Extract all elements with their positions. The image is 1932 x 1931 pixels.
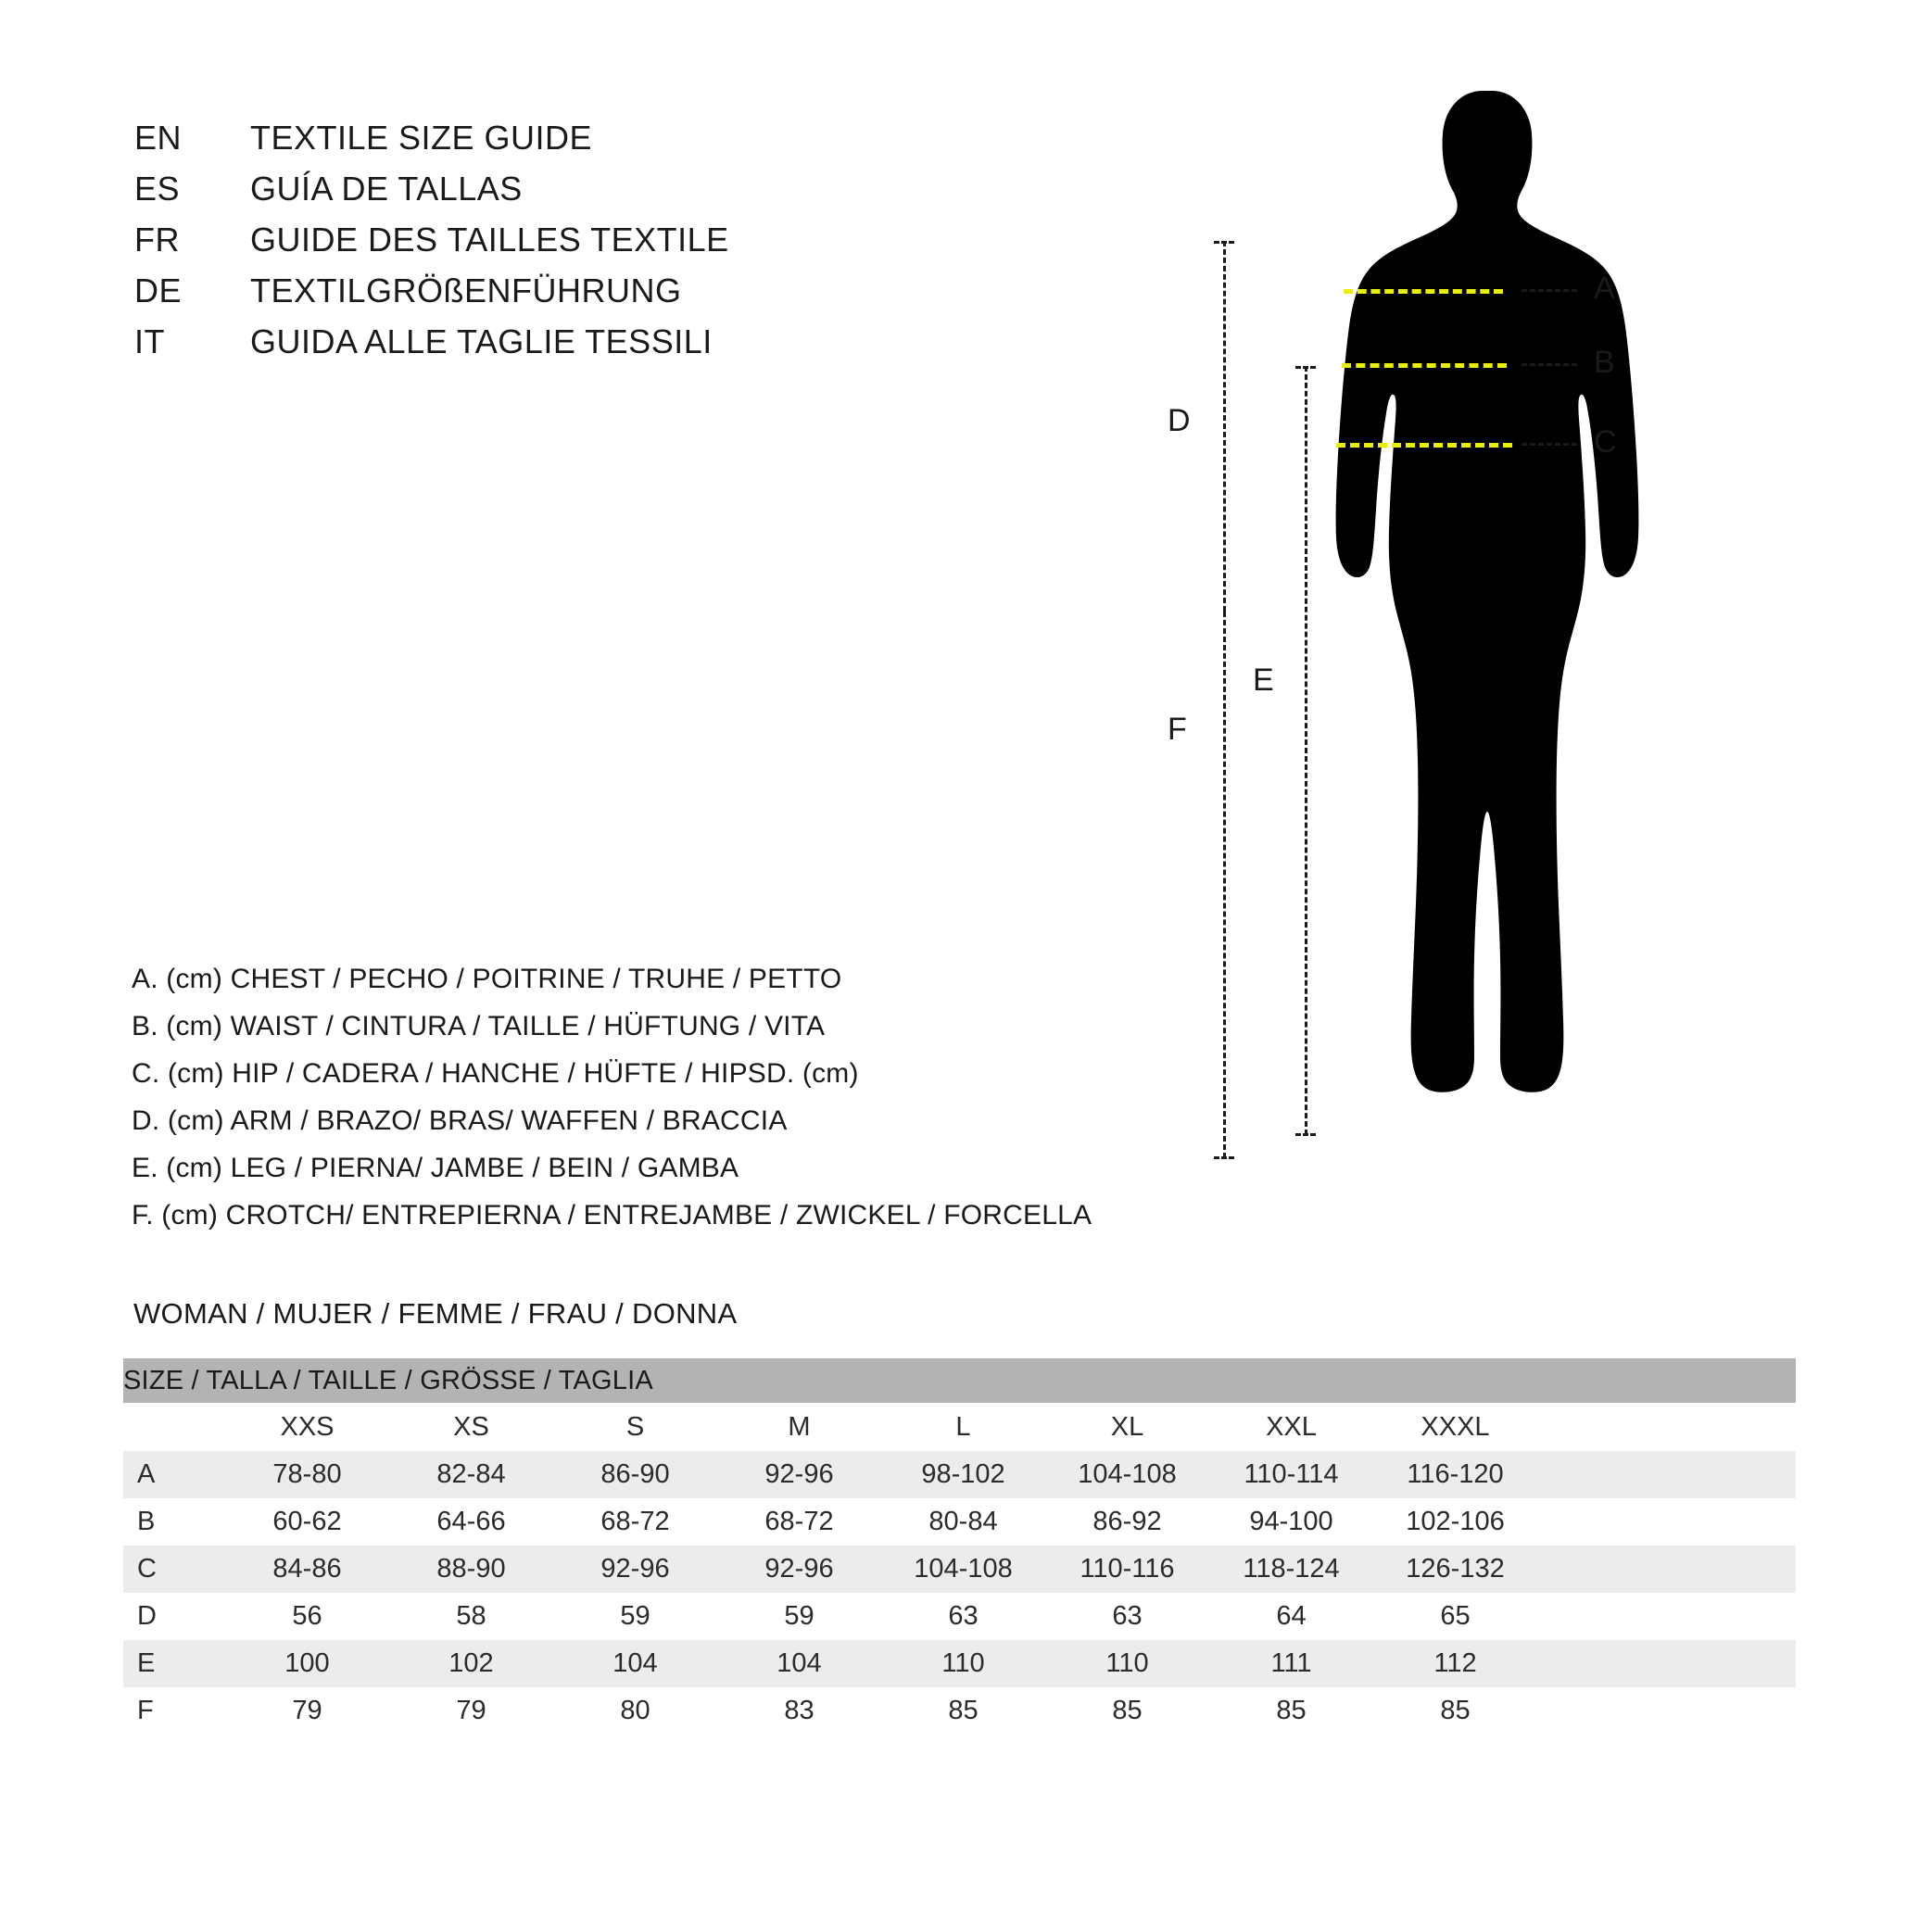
cell-f-xxl: 85	[1276, 1696, 1307, 1725]
table-header-xxxl: XXXL	[1421, 1411, 1490, 1442]
cell-f-s: 80	[620, 1696, 650, 1725]
language-row-de	[134, 271, 729, 322]
cell-d-xxs: 56	[292, 1601, 322, 1631]
cell-a-xxs: 78-80	[225, 1451, 389, 1498]
cell-e-xxl: 111	[1209, 1640, 1373, 1687]
row-key-c: C	[123, 1546, 225, 1593]
cell-c-l: 104-108	[881, 1546, 1045, 1593]
cell-e-xs: 102	[389, 1640, 553, 1687]
dimension-tick-d-top	[1214, 241, 1234, 244]
language-title: TEXTILGRÖßENFÜHRUNG	[250, 271, 682, 309]
table-row	[123, 1593, 1796, 1640]
dimension-label-c: C	[1594, 424, 1617, 460]
leader-line-a	[1522, 289, 1577, 292]
table-row	[123, 1640, 1796, 1687]
table-title-row	[123, 1358, 1796, 1403]
legend-list	[132, 964, 1092, 1247]
cell-d-s: 59	[620, 1601, 650, 1631]
language-title: GUIDA ALLE TAGLIE TESSILI	[250, 322, 713, 360]
language-title-block	[134, 119, 729, 373]
table-row	[123, 1546, 1796, 1593]
cell-spacer	[1537, 1451, 1796, 1498]
measure-line-chest	[1344, 289, 1503, 294]
cell-b-l: 80-84	[928, 1507, 998, 1536]
measurement-diagram	[1140, 74, 1918, 1205]
dimension-label-a: A	[1594, 271, 1615, 306]
cell-a-m: 92-96	[717, 1451, 881, 1498]
row-key-a: A	[123, 1451, 225, 1498]
legend-item-d: D. (cm) ARM / BRAZO/ BRAS/ WAFFEN / BRACCIA	[132, 1105, 788, 1136]
cell-e-l: 110	[881, 1640, 1045, 1687]
cell-e-xxxl: 112	[1373, 1640, 1537, 1687]
cell-a-xl: 104-108	[1045, 1451, 1209, 1498]
table-header-xxs: XXS	[280, 1411, 335, 1442]
dimension-label-d: D	[1168, 403, 1191, 438]
cell-b-xxs: 60-62	[272, 1507, 342, 1536]
cell-f-xs: 79	[456, 1696, 486, 1725]
row-key-d: D	[137, 1601, 157, 1631]
cell-e-s: 104	[553, 1640, 717, 1687]
cell-d-xxxl: 65	[1440, 1601, 1471, 1631]
row-key-f: F	[137, 1696, 154, 1725]
dimension-line-f	[1223, 612, 1226, 1158]
leader-line-b	[1522, 363, 1577, 366]
cell-f-xxxl: 85	[1440, 1696, 1471, 1725]
cell-b-xxxl: 102-106	[1406, 1507, 1505, 1536]
measure-line-waist	[1342, 363, 1507, 368]
cell-c-xxl: 118-124	[1209, 1546, 1373, 1593]
language-code: EN	[134, 119, 183, 157]
table-header-row	[123, 1403, 1796, 1451]
table-row	[123, 1687, 1796, 1735]
cell-d-l: 63	[948, 1601, 979, 1631]
cell-a-s: 86-90	[553, 1451, 717, 1498]
cell-d-xl: 63	[1112, 1601, 1143, 1631]
size-table	[123, 1358, 1796, 1735]
cell-d-xs: 58	[456, 1601, 486, 1631]
table-header-xxl: XXL	[1266, 1411, 1317, 1442]
legend-item-f: F. (cm) CROTCH/ ENTREPIERNA / ENTREJAMBE / ZWICKEL / FORCELLA	[132, 1200, 1092, 1231]
table-row	[123, 1498, 1796, 1546]
cell-a-xs: 82-84	[389, 1451, 553, 1498]
legend-item-a: A. (cm) CHEST / PECHO / POITRINE / TRUHE / PETTO	[132, 964, 842, 994]
legend-item-b: B. (cm) WAIST / CINTURA / TAILLE / HÜFTUNG / VITA	[132, 1011, 826, 1041]
language-row-it	[134, 322, 729, 373]
cell-c-xl: 110-116	[1045, 1546, 1209, 1593]
cell-d-m: 59	[784, 1601, 814, 1631]
cell-c-xxs: 84-86	[225, 1546, 389, 1593]
cell-f-xl: 85	[1112, 1696, 1143, 1725]
table-header-spacer	[1537, 1403, 1796, 1451]
language-title: GUÍA DE TALLAS	[250, 170, 523, 208]
cell-spacer	[1537, 1498, 1796, 1546]
cell-a-xxxl: 116-120	[1373, 1451, 1537, 1498]
language-row-fr	[134, 221, 729, 271]
language-row-en	[134, 119, 729, 170]
table-header-xs: XS	[453, 1411, 489, 1442]
cell-f-l: 85	[948, 1696, 979, 1725]
table-title: SIZE / TALLA / TAILLE / GRÖSSE / TAGLIA	[123, 1358, 1796, 1403]
cell-f-m: 83	[784, 1696, 814, 1725]
language-code: DE	[134, 271, 183, 309]
cell-e-xl: 110	[1045, 1640, 1209, 1687]
dimension-label-f: F	[1168, 712, 1187, 747]
table-header-s: S	[625, 1411, 645, 1442]
cell-c-s: 92-96	[553, 1546, 717, 1593]
measure-line-hip	[1336, 443, 1512, 448]
cell-b-xl: 86-92	[1092, 1507, 1162, 1536]
cell-a-l: 98-102	[881, 1451, 1045, 1498]
language-code: IT	[134, 322, 165, 360]
row-key-b: B	[137, 1507, 156, 1536]
cell-c-m: 92-96	[717, 1546, 881, 1593]
language-code: ES	[134, 170, 181, 208]
cell-spacer	[1537, 1687, 1796, 1735]
cell-f-xxs: 79	[292, 1696, 322, 1725]
language-code: FR	[134, 221, 180, 259]
cell-spacer	[1537, 1640, 1796, 1687]
dimension-label-e: E	[1253, 663, 1274, 698]
cell-b-xxl: 94-100	[1249, 1507, 1333, 1536]
dimension-tick-f-bottom	[1214, 1156, 1234, 1159]
cell-d-xxl: 64	[1276, 1601, 1307, 1631]
table-header-m: M	[788, 1411, 811, 1442]
table-row	[123, 1451, 1796, 1498]
dimension-label-b: B	[1594, 345, 1615, 380]
row-key-e: E	[123, 1640, 225, 1687]
cell-e-m: 104	[717, 1640, 881, 1687]
table-header-blank	[123, 1403, 225, 1451]
dimension-line-d	[1223, 241, 1226, 612]
cell-spacer	[1537, 1546, 1796, 1593]
cell-e-xxs: 100	[225, 1640, 389, 1687]
language-row-es	[134, 170, 729, 221]
legend-item-c: C. (cm) HIP / CADERA / HANCHE / HÜFTE / HIPSD. (cm)	[132, 1058, 859, 1089]
legend-item-e: E. (cm) LEG / PIERNA/ JAMBE / BEIN / GAMBA	[132, 1153, 739, 1183]
cell-b-s: 68-72	[600, 1507, 670, 1536]
cell-b-m: 68-72	[764, 1507, 834, 1536]
cell-b-xs: 64-66	[436, 1507, 506, 1536]
cell-spacer	[1537, 1593, 1796, 1640]
section-title-woman: WOMAN / MUJER / FEMME / FRAU / DONNA	[133, 1297, 738, 1330]
language-title: TEXTILE SIZE GUIDE	[250, 119, 593, 157]
leader-line-c	[1522, 443, 1577, 446]
language-title: GUIDE DES TAILLES TEXTILE	[250, 221, 729, 259]
table-header-xl: XL	[1110, 1411, 1144, 1442]
woman-silhouette	[1288, 74, 1677, 1149]
cell-a-xxl: 110-114	[1209, 1451, 1373, 1498]
cell-c-xs: 88-90	[389, 1546, 553, 1593]
table-header-l: L	[955, 1411, 971, 1442]
cell-c-xxxl: 126-132	[1373, 1546, 1537, 1593]
